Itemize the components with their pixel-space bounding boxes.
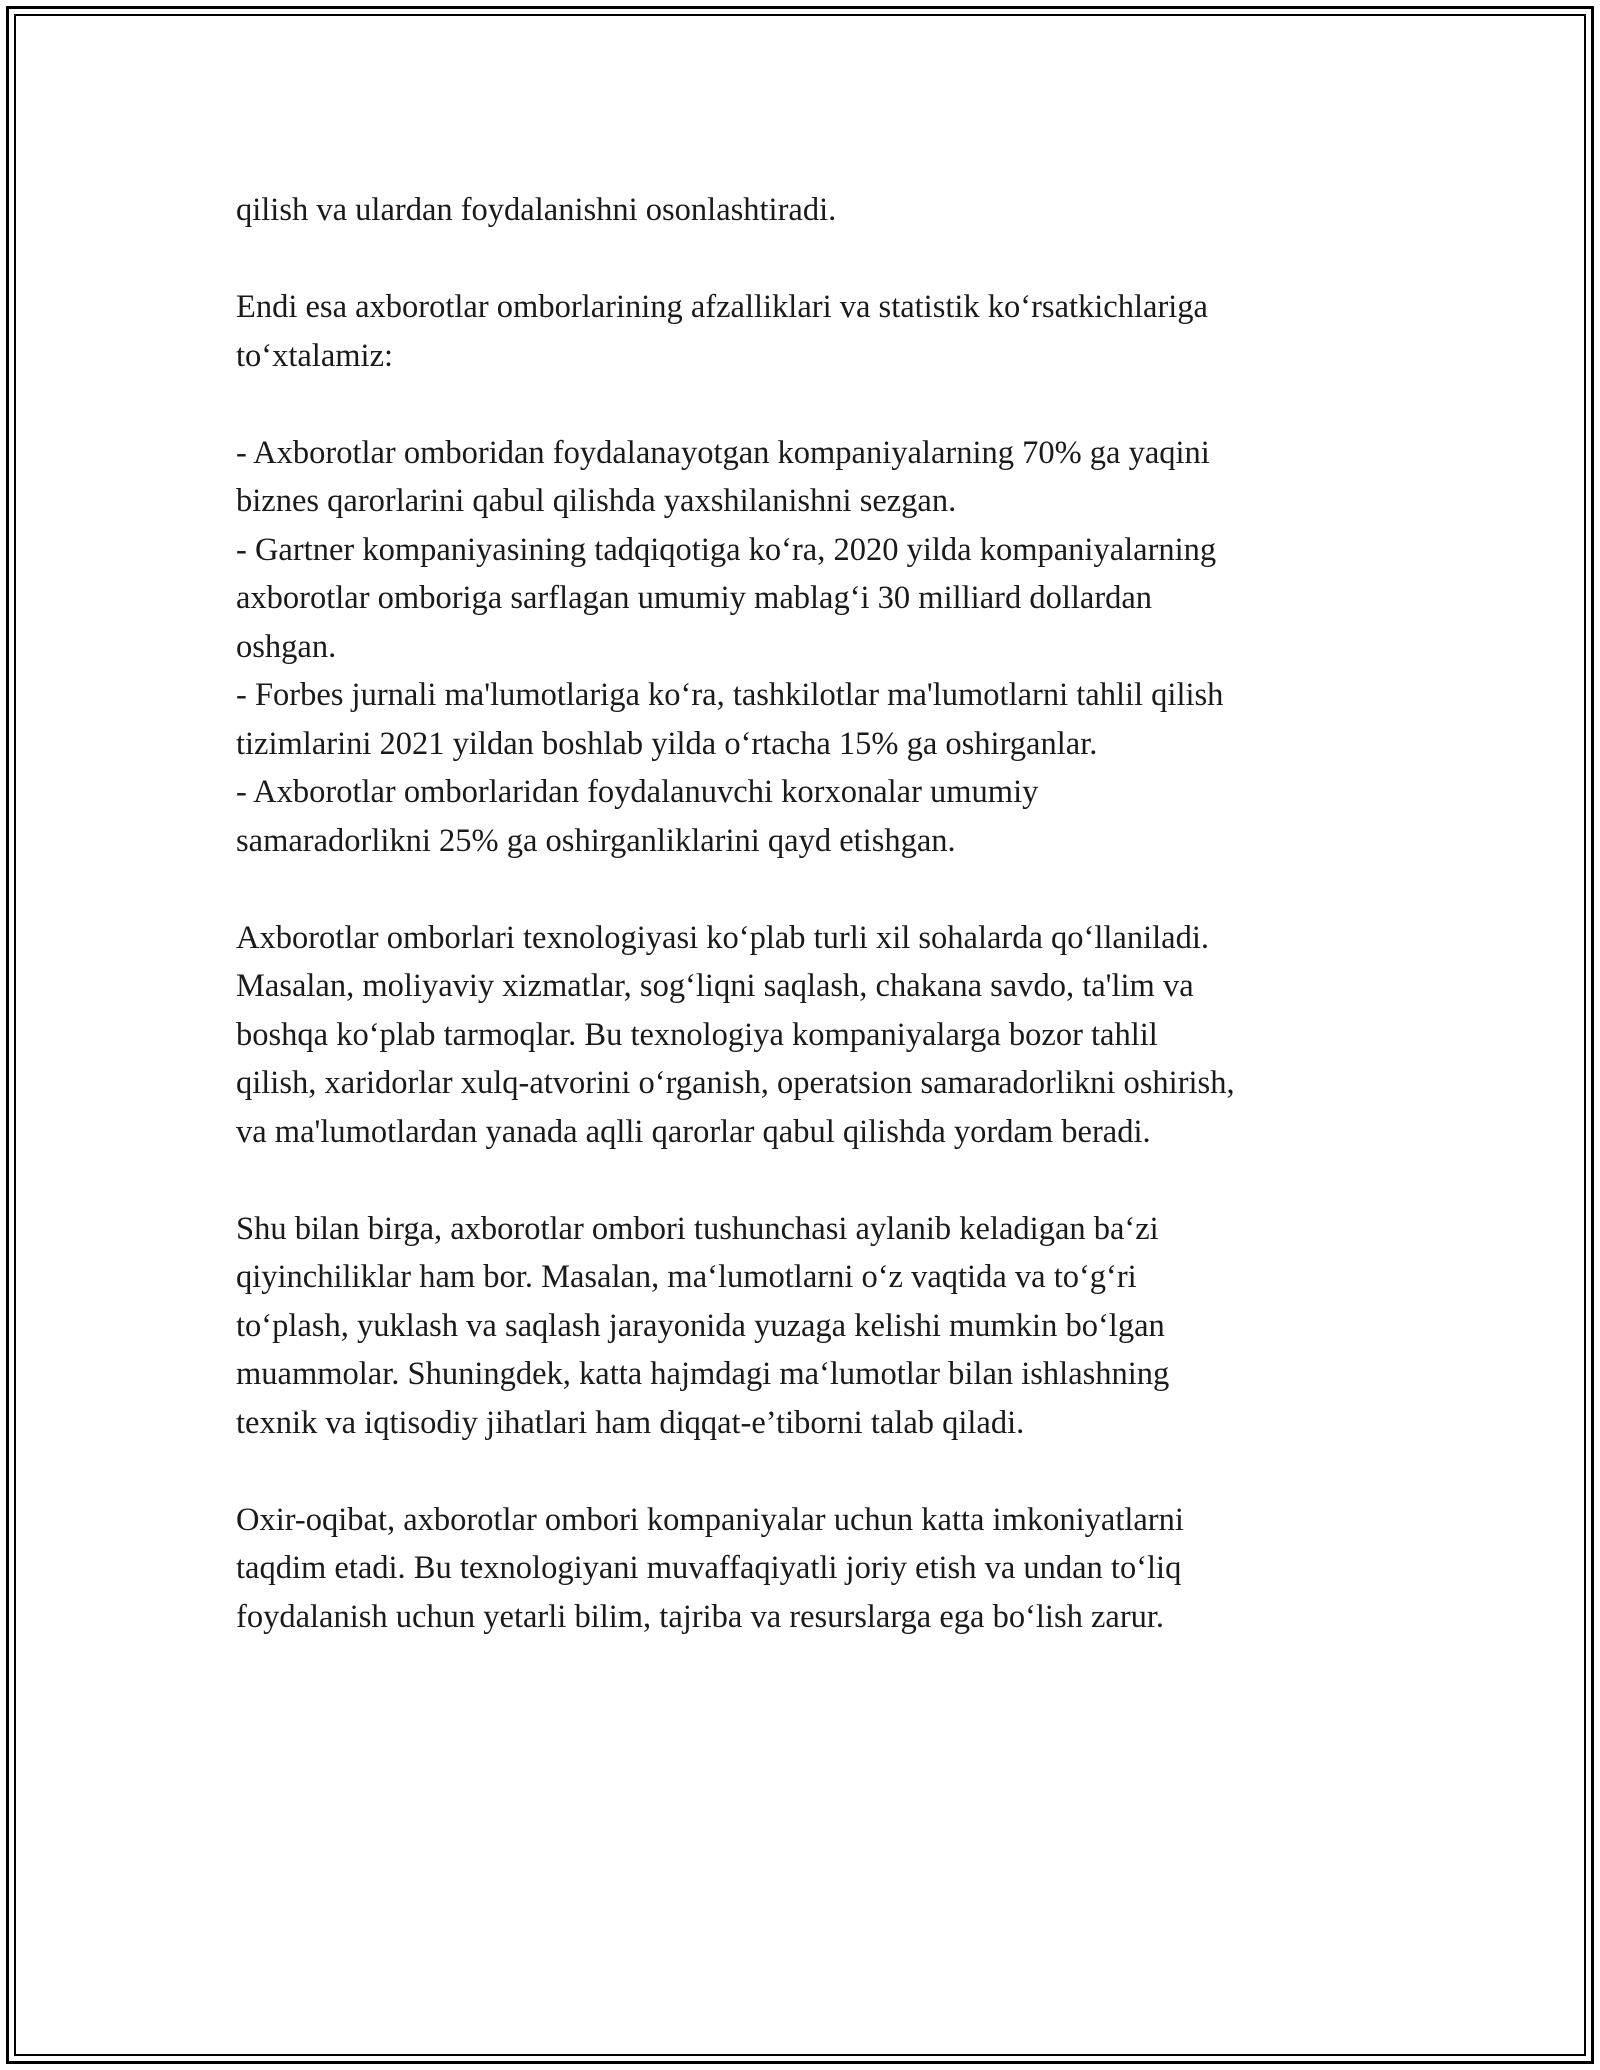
list-item — [236, 526, 1376, 672]
text-line: oshgan. — [236, 628, 337, 665]
text-line: boshqa ko‘plab tarmoqlar. Bu texnologiya kompaniyalarga bozor tahlil — [236, 1016, 1158, 1053]
text-line: to‘plash, yuklash va saqlash jarayonida yuzaga kelishi mumkin bo‘lgan — [236, 1307, 1165, 1344]
text-line: tizimlarini 2021 yildan boshlab yilda o‘rtacha 15% ga oshirganlar. — [236, 725, 1098, 762]
text-line: biznes qarorlarini qabul qilishda yaxshilanishni sezgan. — [236, 483, 957, 519]
text-line: - Gartner kompaniyasining tadqiqotiga ko‘ra, 2020 yilda kompaniyalarning — [236, 531, 1217, 568]
paragraph-applications — [236, 914, 1376, 1157]
statistics-list — [236, 429, 1376, 866]
list-item — [236, 768, 1376, 865]
list-item — [236, 671, 1376, 768]
text-line: Masalan, moliyaviy xizmatlar, sog‘liqni saqlash, chakana savdo, ta'lim va — [236, 968, 1194, 1004]
text-line: axborotlar omboriga sarflagan umumiy mablag‘i 30 milliard dollardan — [236, 580, 1153, 616]
text-line: qilish va ulardan foydalanishni osonlashtiradi. — [236, 192, 837, 228]
text-line: samaradorlikni 25% ga oshirganliklarini qayd etishgan. — [236, 822, 956, 859]
document-body — [236, 186, 1376, 1690]
text-line: texnik va iqtisodiy jihatlari ham diqqat-e’tiborni talab qiladi. — [236, 1404, 1025, 1441]
text-line: qiyinchiliklar ham bor. Masalan, ma‘lumotlarni o‘z vaqtida va to‘g‘ri — [236, 1259, 1137, 1295]
text-line: Shu bilan birga, axborotlar ombori tushunchasi aylanib keladigan ba‘zi — [236, 1210, 1159, 1247]
text-line: muammolar. Shuningdek, katta hajmdagi ma‘lumotlar bilan ishlashning — [236, 1356, 1170, 1392]
text-line: Endi esa axborotlar omborlarining afzalliklari va statistik ko‘rsatkichlariga — [236, 289, 1208, 325]
text-line: - Axborotlar omboridan foydalanayotgan kompaniyalarning 70% ga yaqini — [236, 434, 1210, 471]
text-line: va ma'lumotlardan yanada aqlli qarorlar qabul qilishda yordam beradi. — [236, 1113, 1151, 1150]
text-line: Oxir-oqibat, axborotlar ombori kompaniyalar uchun katta imkoniyatlarni — [236, 1501, 1184, 1538]
paragraph-continuation — [236, 186, 1376, 235]
paragraph-challenges — [236, 1205, 1376, 1448]
text-line: foydalanish uchun yetarli bilim, tajriba va resurslarga ega bo‘lish zarur. — [236, 1598, 1165, 1635]
text-line: - Forbes jurnali ma'lumotlariga ko‘ra, tashkilotlar ma'lumotlarni tahlil qilish — [236, 677, 1224, 713]
paragraph-intro — [236, 283, 1376, 380]
list-item — [236, 429, 1376, 526]
text-line: qilish, xaridorlar xulq-atvorini o‘rganish, operatsion samaradorlikni oshirish, — [236, 1065, 1235, 1101]
text-line: to‘xtalamiz: — [236, 337, 394, 374]
text-line: taqdim etadi. Bu texnologiyani muvaffaqiyatli joriy etish va undan to‘liq — [236, 1550, 1182, 1586]
text-line: - Axborotlar omborlaridan foydalanuvchi korxonalar umumiy — [236, 774, 1039, 810]
paragraph-conclusion — [236, 1496, 1376, 1642]
text-line: Axborotlar omborlari texnologiyasi ko‘plab turli xil sohalarda qo‘llaniladi. — [236, 919, 1209, 956]
